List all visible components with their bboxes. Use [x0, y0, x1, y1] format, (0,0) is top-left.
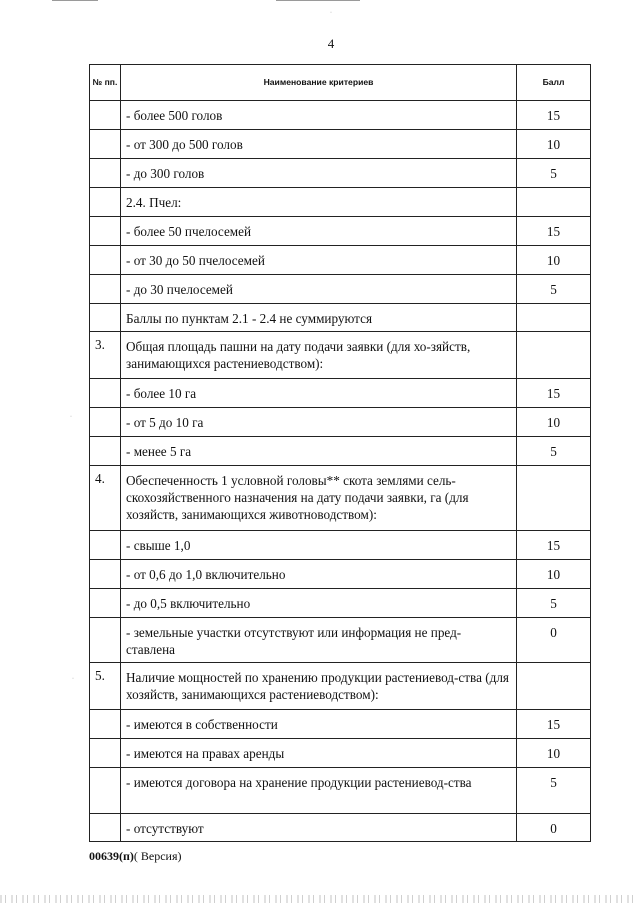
score-cell: 10 [517, 560, 591, 589]
footer [89, 849, 182, 864]
row-number-cell [90, 408, 121, 437]
criterion-cell: - до 300 голов [121, 159, 517, 188]
score-cell: 0 [517, 814, 591, 842]
scan-edge-line-left [52, 0, 98, 1]
row-number-cell [90, 246, 121, 275]
row-number-cell [90, 217, 121, 246]
criterion-cell: - до 0,5 включительно [121, 589, 517, 618]
table-row [90, 217, 591, 246]
score-cell: 0 [517, 618, 591, 663]
table-row [90, 332, 591, 379]
row-number-cell [90, 531, 121, 560]
score-cell: 10 [517, 246, 591, 275]
row-number-cell [90, 101, 121, 130]
page-number: 4 [327, 36, 335, 51]
score-cell: 5 [517, 437, 591, 466]
score-cell: 15 [517, 531, 591, 560]
scan-speck: · [330, 10, 332, 16]
criterion-cell: - отсутствуют [121, 814, 517, 842]
score-cell [517, 332, 591, 379]
table-row [90, 101, 591, 130]
criterion-cell: Наличие мощностей по хранению продукции растениевод-ства (для хозяйств, занимающихся растениеводством): [121, 663, 517, 710]
criterion-cell: 2.4. Пчел: [121, 188, 517, 217]
table-row [90, 589, 591, 618]
criterion-cell: - имеются на правах аренды [121, 739, 517, 768]
score-cell: 10 [517, 408, 591, 437]
scan-speck: · [70, 414, 72, 420]
row-number-cell: 5. [90, 663, 121, 710]
row-number-cell [90, 159, 121, 188]
table-row [90, 466, 591, 531]
row-number-cell [90, 589, 121, 618]
row-number-cell: 4. [90, 466, 121, 531]
criterion-cell: - от 30 до 50 пчелосемей [121, 246, 517, 275]
row-number-cell [90, 275, 121, 304]
row-number-cell [90, 814, 121, 842]
table-row [90, 710, 591, 739]
criterion-cell: - до 30 пчелосемей [121, 275, 517, 304]
table-row [90, 246, 591, 275]
table-row [90, 437, 591, 466]
row-number-cell [90, 560, 121, 589]
scan-speck: · [72, 676, 74, 682]
criterion-cell: - более 500 голов [121, 101, 517, 130]
table-row [90, 739, 591, 768]
table-row [90, 560, 591, 589]
criterion-cell: - от 0,6 до 1,0 включительно [121, 560, 517, 589]
score-cell: 5 [517, 768, 591, 814]
criterion-cell: - имеются договора на хранение продукции растениевод-ства [121, 768, 517, 814]
criterion-cell: - от 300 до 500 голов [121, 130, 517, 159]
table-row [90, 130, 591, 159]
row-number-cell [90, 618, 121, 663]
criterion-cell: Общая площадь пашни на дату подачи заявки (для хо-зяйств, занимающихся растениеводством): [121, 332, 517, 379]
row-number-cell [90, 130, 121, 159]
criterion-cell: - земельные участки отсутствуют или информация не пред-ставлена [121, 618, 517, 663]
score-cell [517, 663, 591, 710]
score-cell [517, 466, 591, 531]
table-body [90, 101, 591, 842]
row-number-cell [90, 304, 121, 332]
criterion-cell: - свыше 1,0 [121, 531, 517, 560]
row-number-cell [90, 768, 121, 814]
row-number-cell [90, 437, 121, 466]
scan-bottom-noise [0, 895, 634, 903]
score-cell [517, 304, 591, 332]
criterion-cell: Обеспеченность 1 условной головы** скота землями сель-скохозяйственного назначения на дату подачи заявки, га (для хозяйств, занимающихся животноводством): [121, 466, 517, 531]
table-row [90, 159, 591, 188]
table-row [90, 768, 591, 814]
score-cell: 5 [517, 275, 591, 304]
doc-code: 00639(п) [89, 849, 134, 863]
criterion-cell: - более 50 пчелосемей [121, 217, 517, 246]
score-cell: 15 [517, 217, 591, 246]
table-row [90, 408, 591, 437]
row-number-cell: 3. [90, 332, 121, 379]
score-cell [517, 188, 591, 217]
row-number-cell [90, 379, 121, 408]
table-row [90, 379, 591, 408]
score-cell: 15 [517, 101, 591, 130]
doc-version: ( Версия) [133, 849, 182, 863]
row-number-cell [90, 739, 121, 768]
table-row [90, 275, 591, 304]
table-header-row [90, 65, 591, 101]
row-number-cell [90, 710, 121, 739]
criterion-cell: - имеются в собственности [121, 710, 517, 739]
score-cell: 15 [517, 379, 591, 408]
criterion-cell: Баллы по пунктам 2.1 - 2.4 не суммируются [121, 304, 517, 332]
criterion-cell: - от 5 до 10 га [121, 408, 517, 437]
score-cell: 5 [517, 159, 591, 188]
score-cell: 10 [517, 739, 591, 768]
score-cell: 10 [517, 130, 591, 159]
table-row [90, 531, 591, 560]
criterion-cell: - менее 5 га [121, 437, 517, 466]
header-name: Наименование критериев [121, 65, 517, 101]
header-score: Балл [517, 65, 591, 101]
table-row [90, 304, 591, 332]
table-row [90, 618, 591, 663]
score-cell: 15 [517, 710, 591, 739]
criteria-table [89, 64, 591, 842]
header-num: № пп. [90, 65, 121, 101]
scan-edge-line-right [276, 0, 360, 1]
table-row [90, 814, 591, 842]
criterion-cell: - более 10 га [121, 379, 517, 408]
table-row [90, 663, 591, 710]
row-number-cell [90, 188, 121, 217]
score-cell: 5 [517, 589, 591, 618]
table-row [90, 188, 591, 217]
